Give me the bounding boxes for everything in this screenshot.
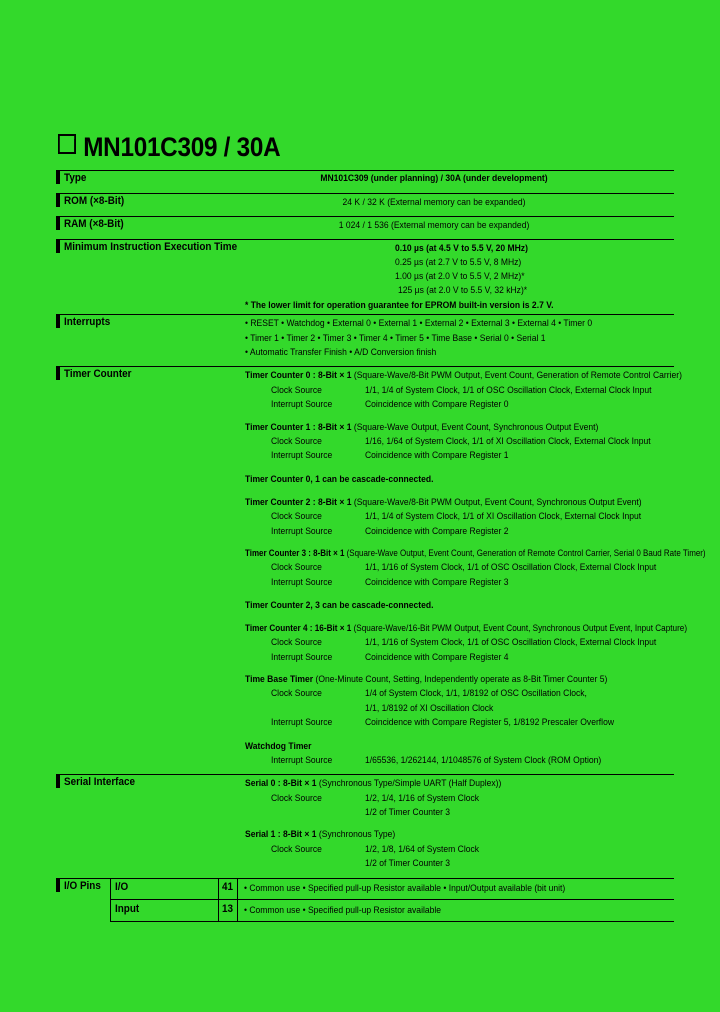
timer-counter-2: Timer Counter 2 : 8-Bit × 1 (Square-Wave/8-Bit PWM Output, Event Count, Synchronous Output Event): [245, 497, 642, 508]
section-marker: [56, 314, 60, 328]
section-rule: [56, 366, 674, 367]
row-rule: [110, 921, 674, 922]
io-count: 13: [222, 903, 234, 915]
section-marker: [56, 193, 60, 207]
serial-label: Serial Interface: [64, 776, 135, 788]
type-value: MN101C309 (under planning) / 30A (under development): [320, 173, 548, 184]
cascade-note: Timer Counter 0, 1 can be cascade-connected.: [245, 474, 434, 485]
exec-note: * The lower limit for operation guarantee for EPROM built-in version is 2.7 V.: [245, 300, 554, 311]
section-rule: [56, 314, 674, 315]
io-label: I/O Pins: [64, 880, 101, 892]
exec-line: 0.25 µs (at 2.7 V to 5.5 V, 8 MHz): [395, 257, 522, 268]
timer-counter-0: Timer Counter 0 : 8-Bit × 1 (Square-Wave/8-Bit PWM Output, Event Count, Generation of Remote Control Carrier): [245, 370, 682, 381]
spec-key: Clock Source: [271, 793, 322, 804]
spec-value: 1/1, 1/4 of System Clock, 1/1 of XI Oscillation Clock, External Clock Input: [365, 511, 642, 522]
time-base-timer: Time Base Timer (One-Minute Count, Setting, Independently operate as 8-Bit Timer Counter 5): [245, 674, 608, 685]
timer-label: Timer Counter: [64, 368, 132, 380]
section-rule: [56, 193, 674, 194]
spec-value: 1/65536, 1/262144, 1/1048576 of System Clock (ROM Option): [365, 755, 602, 766]
spec-key: Interrupt Source: [271, 652, 333, 663]
spec-value: Coincidence with Compare Register 4: [365, 652, 509, 663]
section-rule: [56, 878, 674, 879]
interrupt-list: • RESET • Watchdog • External 0 • External 1 • External 2 • External 3 • External 4 • Timer 0: [245, 318, 593, 329]
io-type: I/O: [115, 881, 129, 893]
rom-value: 24 K / 32 K (External memory can be expanded): [342, 197, 526, 208]
io-desc: • Common use • Specified pull-up Resistor available: [244, 905, 442, 916]
spec-key: Clock Source: [271, 511, 322, 522]
ram-label: RAM (×8-Bit): [64, 218, 124, 230]
spec-value: Coincidence with Compare Register 3: [365, 577, 509, 588]
ram-value: 1 024 / 1 536 (External memory can be expanded): [338, 220, 530, 231]
spec-key: Clock Source: [271, 844, 322, 855]
spec-value: 1/1, 1/16 of System Clock, 1/1 of OSC Oscillation Clock, External Clock Input: [365, 562, 657, 573]
spec-key: Interrupt Source: [271, 450, 333, 461]
spec-key: Clock Source: [271, 385, 322, 396]
spec-value: 1/4 of System Clock, 1/1, 1/8192 of OSC Oscillation Clock,: [365, 688, 587, 699]
section-marker: [56, 216, 60, 230]
spec-value: Coincidence with Compare Register 2: [365, 526, 509, 537]
section-marker: [56, 774, 60, 788]
spec-value: 1/1, 1/16 of System Clock, 1/1 of OSC Oscillation Clock, External Clock Input: [365, 637, 657, 648]
timer-counter-1: Timer Counter 1 : 8-Bit × 1 (Square-Wave Output, Event Count, Synchronous Output Event): [245, 422, 599, 433]
spec-key: Interrupt Source: [271, 717, 333, 728]
page-title: MN101C309 / 30A: [58, 132, 280, 163]
spec-value: 1/2, 1/4, 1/16 of System Clock: [365, 793, 480, 804]
section-marker: [56, 366, 60, 380]
io-type: Input: [115, 903, 140, 915]
exec-line: 1.00 µs (at 2.0 V to 5.5 V, 2 MHz)*: [395, 271, 525, 282]
interrupt-list: • Timer 1 • Timer 2 • Timer 3 • Timer 4 • Timer 5 • Time Base • Serial 0 • Serial 1: [245, 333, 546, 344]
watchdog-timer: Watchdog Timer: [245, 741, 312, 752]
spec-value: Coincidence with Compare Register 5, 1/8192 Prescaler Overflow: [365, 717, 615, 728]
spec-key: Interrupt Source: [271, 526, 333, 537]
io-count: 41: [222, 881, 234, 893]
rom-label: ROM (×8-Bit): [64, 195, 125, 207]
section-rule: [56, 216, 674, 217]
section-rule: [56, 170, 674, 171]
checkbox-icon: [58, 134, 76, 154]
timer-counter-3: Timer Counter 3 : 8-Bit × 1 (Square-Wave Output, Event Count, Generation of Remote Control Carrier, Serial 0 Baud Rate Timer): [245, 548, 706, 559]
interrupt-list: • Automatic Transfer Finish • A/D Conversion finish: [245, 347, 437, 358]
spec-key: Clock Source: [271, 688, 322, 699]
spec-value: Coincidence with Compare Register 1: [365, 450, 509, 461]
spec-key: Interrupt Source: [271, 577, 333, 588]
spec-value: 1/2 of Timer Counter 3: [365, 858, 451, 869]
exec-line: 125 µs (at 2.0 V to 5.5 V, 32 kHz)*: [398, 285, 528, 296]
exec-label: Minimum Instruction Execution Time: [64, 241, 238, 253]
io-desc: • Common use • Specified pull-up Resistor available • Input/Output available (bit unit): [244, 883, 566, 894]
cascade-note: Timer Counter 2, 3 can be cascade-connected.: [245, 600, 434, 611]
spec-value: 1/2, 1/8, 1/64 of System Clock: [365, 844, 480, 855]
spec-key: Clock Source: [271, 562, 322, 573]
spec-key: Interrupt Source: [271, 755, 333, 766]
spec-key: Clock Source: [271, 436, 322, 447]
section-marker: [56, 878, 60, 892]
type-label: Type: [64, 172, 87, 184]
section-marker: [56, 170, 60, 184]
section-marker: [56, 239, 60, 253]
row-rule: [110, 899, 674, 900]
spec-key: Interrupt Source: [271, 399, 333, 410]
section-rule: [56, 774, 674, 775]
spec-value: 1/1, 1/8192 of XI Oscillation Clock: [365, 703, 494, 714]
spec-value: 1/16, 1/64 of System Clock, 1/1 of XI Oscillation Clock, External Clock Input: [365, 436, 651, 447]
serial-1: Serial 1 : 8-Bit × 1 (Synchronous Type): [245, 829, 396, 840]
serial-0: Serial 0 : 8-Bit × 1 (Synchronous Type/Simple UART (Half Duplex)): [245, 778, 502, 789]
spec-value: Coincidence with Compare Register 0: [365, 399, 509, 410]
exec-line: 0.10 µs (at 4.5 V to 5.5 V, 20 MHz): [395, 243, 528, 254]
spec-value: 1/1, 1/4 of System Clock, 1/1 of OSC Oscillation Clock, External Clock Input: [365, 385, 652, 396]
spec-value: 1/2 of Timer Counter 3: [365, 807, 451, 818]
spec-key: Clock Source: [271, 637, 322, 648]
section-rule: [56, 239, 674, 240]
timer-counter-4: Timer Counter 4 : 16-Bit × 1 (Square-Wave/16-Bit PWM Output, Event Count, Synchronous Output Event, Input Capture): [245, 623, 688, 634]
interrupts-label: Interrupts: [64, 316, 111, 328]
